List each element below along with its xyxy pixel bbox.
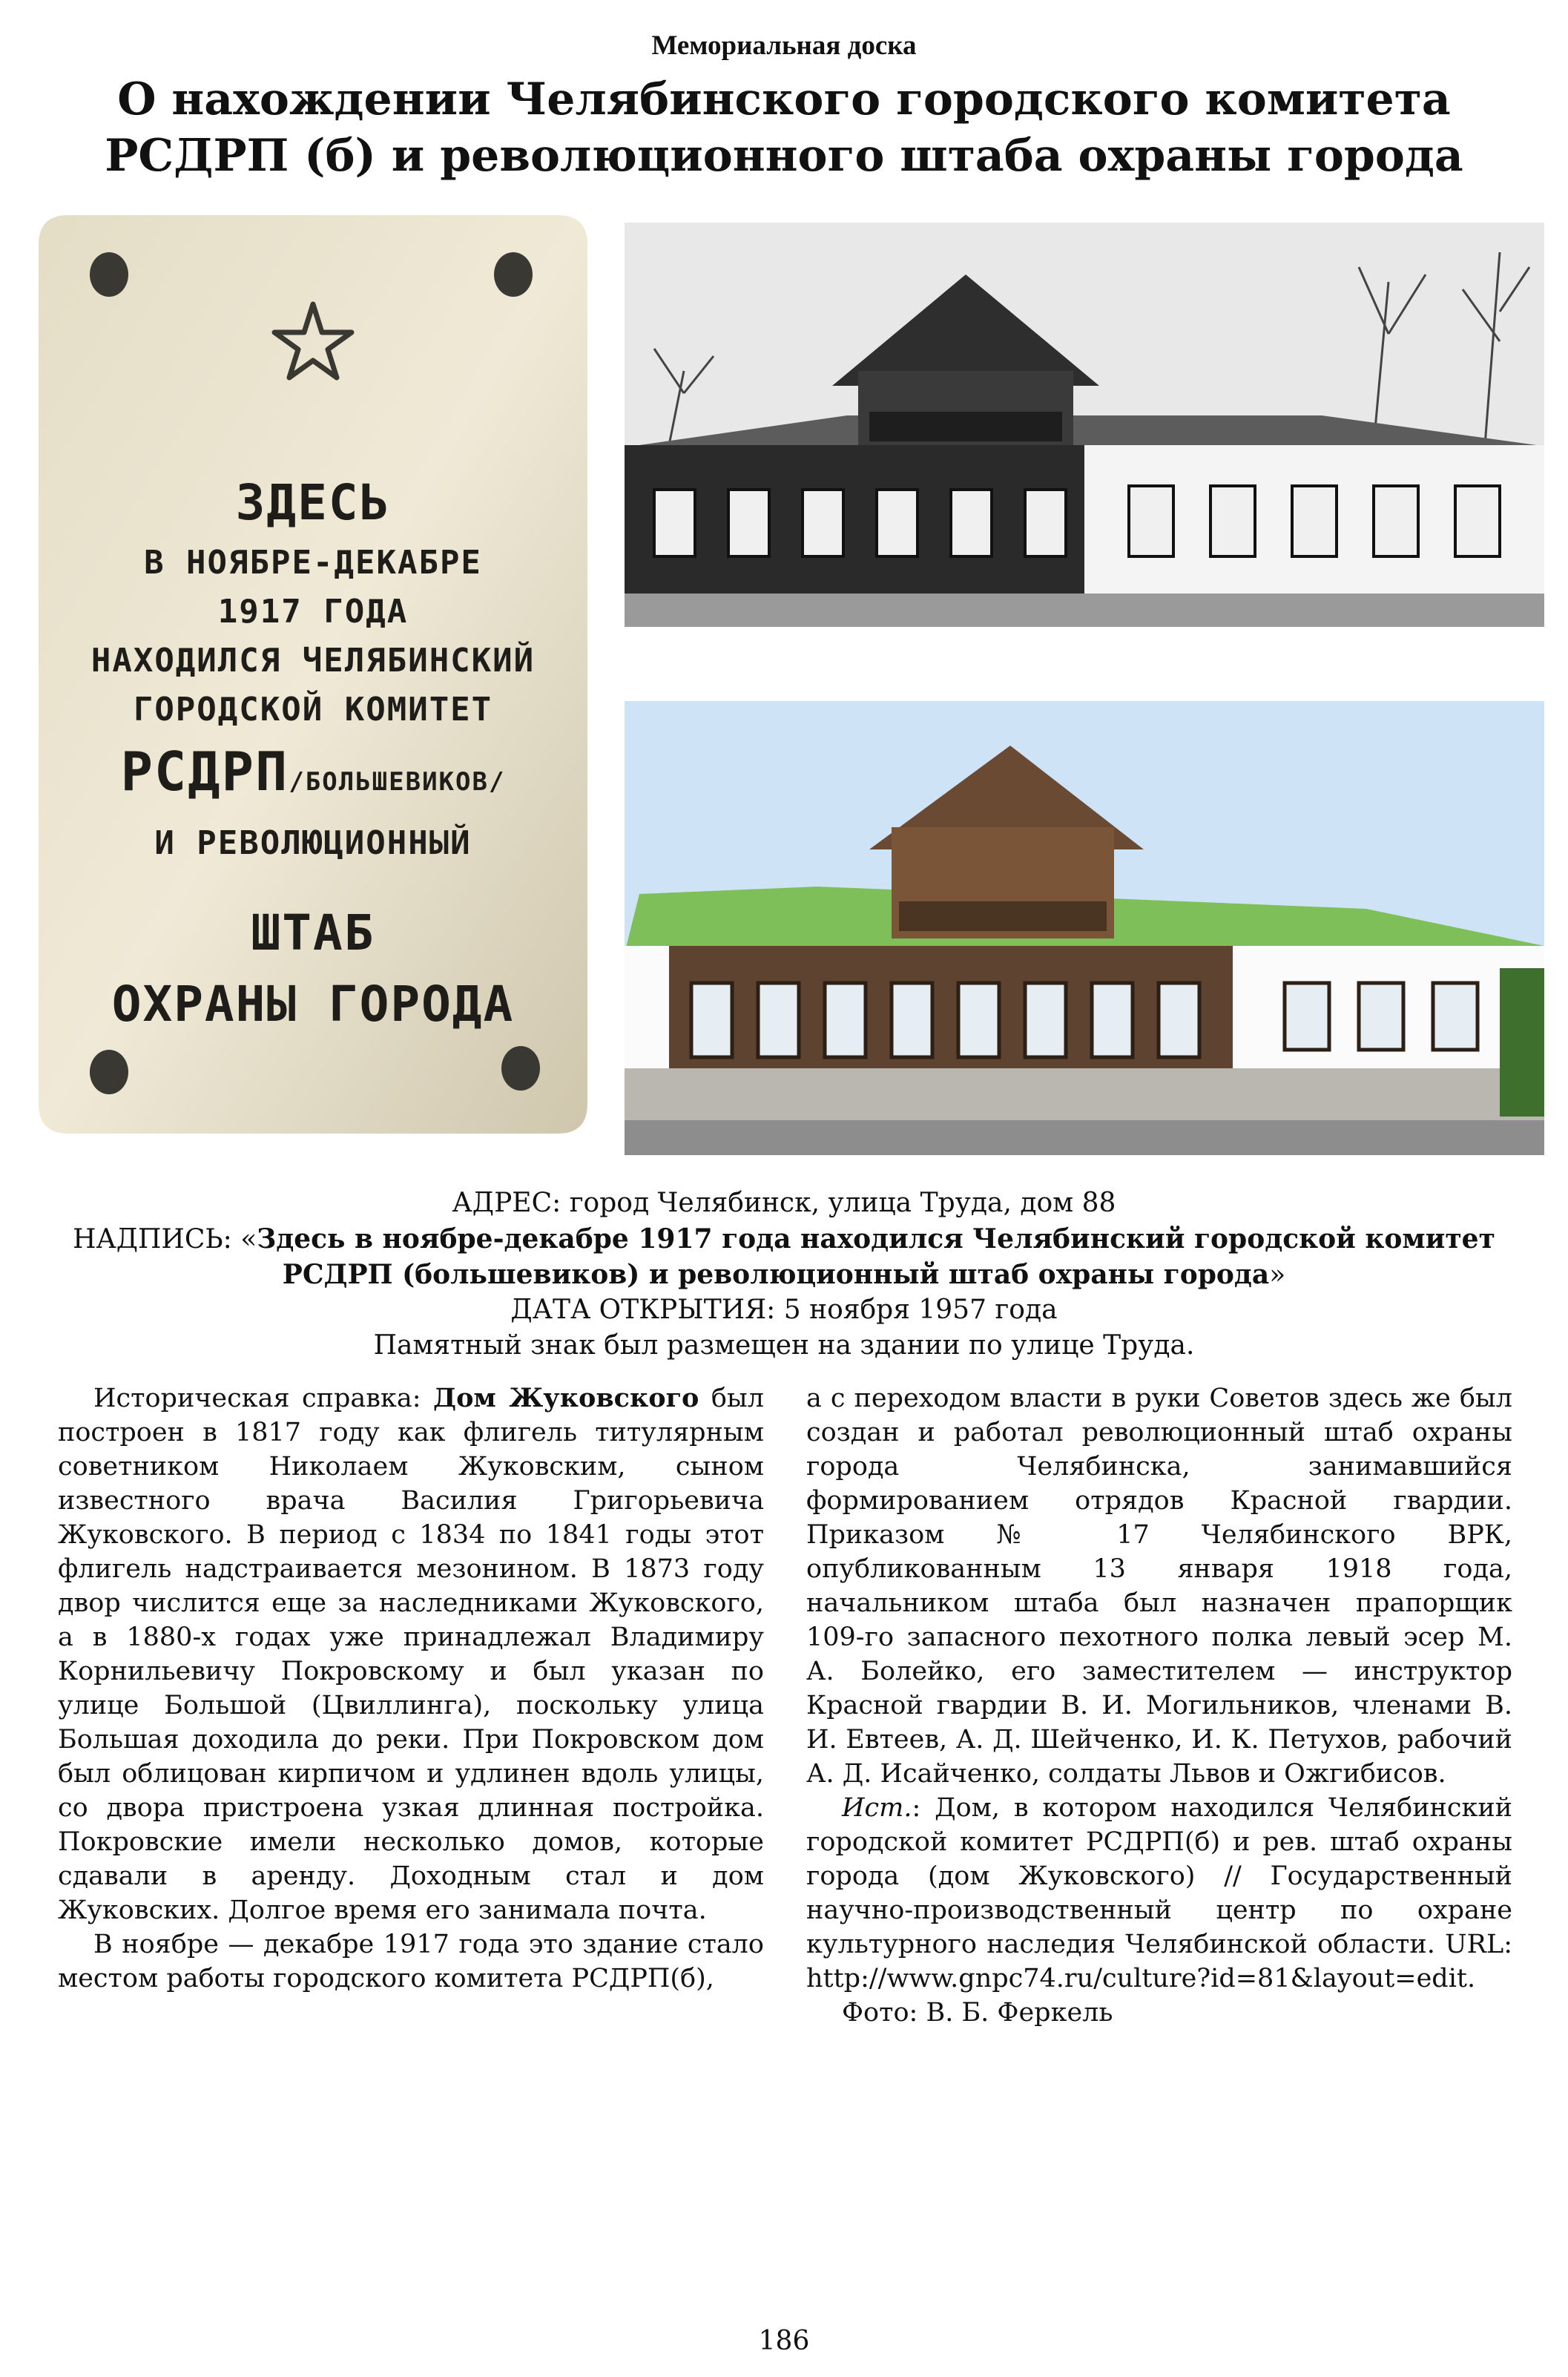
plaque-line: 1917 ГОДА — [217, 593, 409, 631]
paragraph: а с переходом власти в руки Советов здесь же был создан и работал революционный штаб охраны города Челябинска, занимавшийся формированием отрядов Красной гвардии. Приказом № 17 Челябинского ВРК, опубликованным 13 января 1918 года, начальником штаба был назначен прапорщик 109-го запасного пехотного полка левый эсер М. А. Болейко, его заместителем — инструктор Красной гвардии В. И. Могильников, членами В. И. Евтеев, А. Д. Шейченко, И. К. Петухов, рабочий А. Д. Исайченко, солдаты Львов и Ожгибисов. — [806, 1384, 1512, 1789]
body-column-right — [806, 1381, 1512, 2030]
body-column-left — [58, 1381, 764, 1996]
historical-building-photo — [625, 223, 1544, 627]
photo-credit: Фото: В. Б. Феркель — [842, 1998, 1113, 2028]
modern-building-photo — [625, 701, 1544, 1155]
address-line: АДРЕС: город Челябинск, улица Труда, дом 88 — [452, 1188, 1116, 1218]
plaque-rsdrp: РСДРП — [120, 740, 289, 803]
plaque-line: И РЕВОЛЮЦИОННЫЙ — [154, 824, 472, 862]
source-label: Ист. — [842, 1793, 912, 1823]
inscription-text: Здесь в ноябре-декабре 1917 года находился Челябинский городской комитет — [257, 1223, 1495, 1255]
paragraph: В ноябре — декабре 1917 года это здание стало местом работы городского комитета РСДРП(б), — [58, 1930, 764, 1993]
page-number: 186 — [758, 2326, 810, 2356]
plaque-line: В НОЯБРЕ-ДЕКАБРЕ — [144, 544, 482, 582]
inscription-line-1 — [45, 1221, 1523, 1257]
plaque-line: ШТАБ — [251, 904, 375, 961]
plaque-line: ГОРОДСКОЙ КОМИТЕТ — [133, 691, 493, 729]
plaque-line: ЗДЕСЬ — [235, 474, 391, 531]
plaque-line: ОХРАНЫ ГОРОДА — [111, 976, 515, 1033]
memorial-plaque-photo — [39, 215, 587, 1134]
title-line-2: РСДРП (б) и революционного штаба охраны города — [105, 130, 1463, 182]
plaque-inscription — [39, 467, 587, 1040]
bold-term: Дом Жуковского — [432, 1383, 699, 1413]
section-kicker: Мемориальная доска — [651, 30, 917, 61]
plaque-line — [39, 734, 587, 819]
inscription-label: НАДПИСЬ: « — [73, 1224, 257, 1255]
placement-note: Памятный знак был размещен на здании по улице Труда. — [373, 1330, 1195, 1361]
paragraph: Историческая справка: Дом Жуковского был построен в 1817 году как флигель титулярным советником Николаем Жуковским, сыном известного врача Василия Григорьевича Жуковского. В период с 1834 по 1841 годы этот флигель надстраивается мезонином. В 1873 году двор числится еще за наследниками Жуковского, а в 1880-х годах уже принадлежал Владимиру Корнильевичу Покровскому и был указан по улице Большой (Цвиллинга), поскольку улица Большая доходила до реки. При Покровском дом был облицован кирпичом и удлинен вдоль улицы, со двора пристроена узкая длинная постройка. Покровские имели несколько домов, которые сдавали в аренду. Доходным стал и дом Жуковских. Долгое время его занимала почта. — [58, 1383, 764, 1925]
opening-date: ДАТА ОТКРЫТИЯ: 5 ноября 1957 года — [510, 1295, 1058, 1325]
title-line-1: О нахождении Челябинского городского комитета — [117, 73, 1451, 125]
inscription-line-2 — [45, 1257, 1523, 1293]
page-title — [45, 71, 1523, 184]
plaque-line: НАХОДИЛСЯ ЧЕЛЯБИНСКИЙ — [90, 642, 536, 680]
inscription-text: РСДРП (большевиков) и революционный штаб охраны города — [282, 1259, 1270, 1290]
inscription-close: » — [1269, 1260, 1286, 1290]
plaque-bolshevikov: /БОЛЬШЕВИКОВ/ — [289, 767, 506, 797]
source-paragraph: Ист.: Дом, в котором находился Челябинский городской комитет РСДРП(б) и рев. штаб охраны города (дом Жуковского) // Государственный научно-производственный центр по охране культурного наследия Челябинской области. URL: http://www.gnpc74.ru/culture?id=81&layout=edit. — [806, 1793, 1512, 1993]
